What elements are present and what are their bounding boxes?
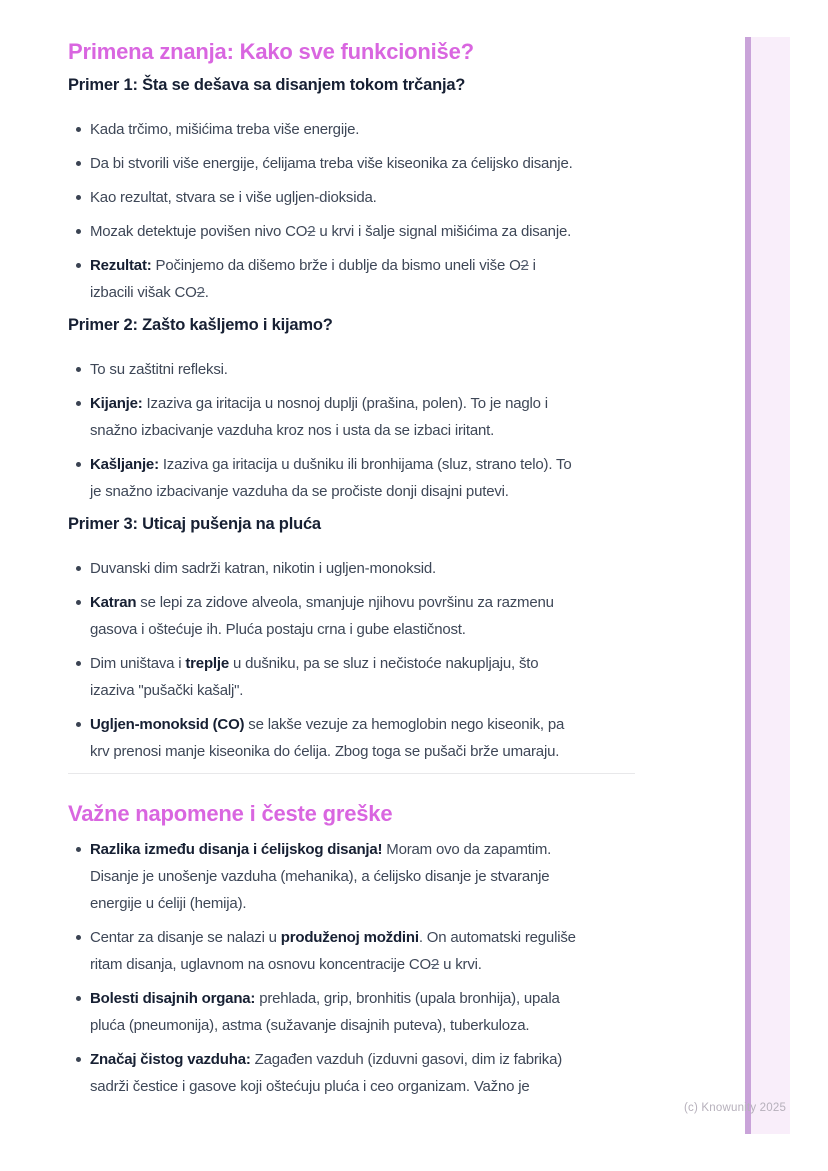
- document-content: [68, 0, 668, 1107]
- text-segment: Duvanski dim sadrži katran, nikotin i ugljen-monoksid.: [90, 560, 437, 577]
- bullet-list: [68, 836, 668, 1100]
- text-segment: gasova i oštećuje ih. Pluća postaju crna i gube elastičnost.: [90, 621, 466, 638]
- page-edge-accent-bar: [745, 37, 790, 1134]
- text-segment: sadrži čestice i gasove koji oštećuju pluća i ceo organizam. Važno je: [90, 1078, 530, 1095]
- bullet-item: [68, 650, 668, 704]
- bold-text: produženoj moždini: [280, 929, 419, 946]
- bullet-item: [68, 218, 668, 245]
- bullet-item: [68, 150, 668, 177]
- text-segment: Centar za disanje se nalazi u: [90, 929, 281, 946]
- text-segment: Mozak detektuje povišen nivo CO: [90, 223, 308, 240]
- bullet-item: [68, 924, 668, 978]
- subsection-title: Primer 2: Zašto kašljemo i kijamo?: [68, 316, 333, 334]
- text-segment: Disanje je unošenje vazduha (mehanika), a ćelijsko disanje je stvaranje: [90, 868, 550, 885]
- bold-text: Kašljanje:: [90, 456, 159, 473]
- section-title: Važne napomene i česte greške: [68, 801, 393, 826]
- text-segment: izbacili višak CO: [90, 284, 197, 301]
- bold-text: Rezultat:: [90, 257, 152, 274]
- bullet-list: [68, 555, 668, 765]
- text-segment: Moram ovo da zapamtim.: [382, 841, 552, 858]
- bold-text: treplje: [185, 655, 229, 672]
- text-segment: .: [204, 284, 209, 301]
- text-segment: izaziva "pušački kašalj".: [90, 682, 244, 699]
- section-divider: [68, 773, 635, 774]
- text-segment: Počinjemo da dišemo brže i dublje da bismo uneli više O: [151, 257, 521, 274]
- text-segment: se lakše vezuje za hemoglobin nego kiseonik, pa: [244, 716, 565, 733]
- copyright-watermark: (c) Knowunity 2025: [684, 1102, 787, 1114]
- text-segment: Da bi stvorili više energije, ćelijama treba više kiseonika za ćelijsko disanje.: [90, 155, 573, 172]
- text-segment: je snažno izbacivanje vazduha da se pročiste donji disajni putevi.: [90, 483, 509, 500]
- text-segment: snažno izbacivanje vazduha kroz nos i usta da se izbaci iritant.: [90, 422, 495, 439]
- subsection-title: Primer 3: Uticaj pušenja na pluća: [68, 515, 321, 533]
- bullet-item: [68, 589, 668, 643]
- text-segment: pluća (pneumonija), astma (sužavanje disajnih puteva), tuberkuloza.: [90, 1017, 530, 1034]
- bold-text: Katran: [90, 594, 137, 611]
- text-segment: Izaziva ga iritacija u dušniku ili bronhijama (sluz, strano telo). To: [158, 456, 572, 473]
- text-segment: Dim uništava i: [90, 655, 186, 672]
- bullet-item: [68, 1046, 668, 1100]
- bullet-item: [68, 390, 668, 444]
- text-segment: i: [528, 257, 536, 274]
- text-segment: krv prenosi manje kiseonika do ćelija. Zbog toga se pušači brže umaraju.: [90, 743, 560, 760]
- bullet-item: [68, 711, 668, 765]
- text-segment: . On automatski reguliše: [418, 929, 576, 946]
- section-title: Primena znanja: Kako sve funkcioniše?: [68, 39, 474, 64]
- bullet-item: [68, 356, 668, 383]
- bullet-list: [68, 356, 668, 505]
- text-segment: Izaziva ga iritacija u nosnoj duplji (prašina, polen). To je naglo i: [142, 395, 548, 412]
- bold-text: Ugljen-monoksid (CO): [90, 716, 245, 733]
- text-segment: se lepi za zidove alveola, smanjuje njihovu površinu za razmenu: [136, 594, 554, 611]
- text-segment: prehlada, grip, bronhitis (upala bronhija), upala: [255, 990, 560, 1007]
- bullet-list: [68, 116, 668, 306]
- bold-text: Značaj čistog vazduha:: [90, 1051, 251, 1068]
- text-segment: u krvi.: [439, 956, 482, 973]
- bold-text: Kijanje:: [90, 395, 143, 412]
- subsection-title: Primer 1: Šta se dešava sa disanjem tokom trčanja?: [68, 76, 466, 94]
- bullet-item: [68, 252, 668, 306]
- strikethrough-subscript: 2: [431, 956, 440, 973]
- text-segment: To su zaštitni refleksi.: [90, 361, 228, 378]
- bullet-item: [68, 184, 668, 211]
- strikethrough-subscript: 2: [196, 284, 205, 301]
- text-segment: u dušniku, pa se sluz i nečistoće nakupljaju, što: [229, 655, 539, 672]
- text-segment: Zagađen vazduh (izduvni gasovi, dim iz fabrika): [250, 1051, 563, 1068]
- text-segment: Kada trčimo, mišićima treba više energije.: [90, 121, 360, 138]
- text-segment: energije u ćeliji (hemija).: [90, 895, 247, 912]
- strikethrough-subscript: 2: [520, 257, 529, 274]
- bold-text: Bolesti disajnih organa:: [90, 990, 256, 1007]
- strikethrough-subscript: 2: [307, 223, 316, 240]
- bullet-item: [68, 836, 668, 917]
- bullet-item: [68, 451, 668, 505]
- bullet-item: [68, 555, 668, 582]
- bullet-item: [68, 985, 668, 1039]
- text-segment: ritam disanja, uglavnom na osnovu koncentracije CO: [90, 956, 432, 973]
- text-segment: u krvi i šalje signal mišićima za disanje.: [315, 223, 572, 240]
- bullet-item: [68, 116, 668, 143]
- bold-text: Razlika između disanja i ćelijskog disanja!: [90, 841, 383, 858]
- text-segment: Kao rezultat, stvara se i više ugljen-dioksida.: [90, 189, 377, 206]
